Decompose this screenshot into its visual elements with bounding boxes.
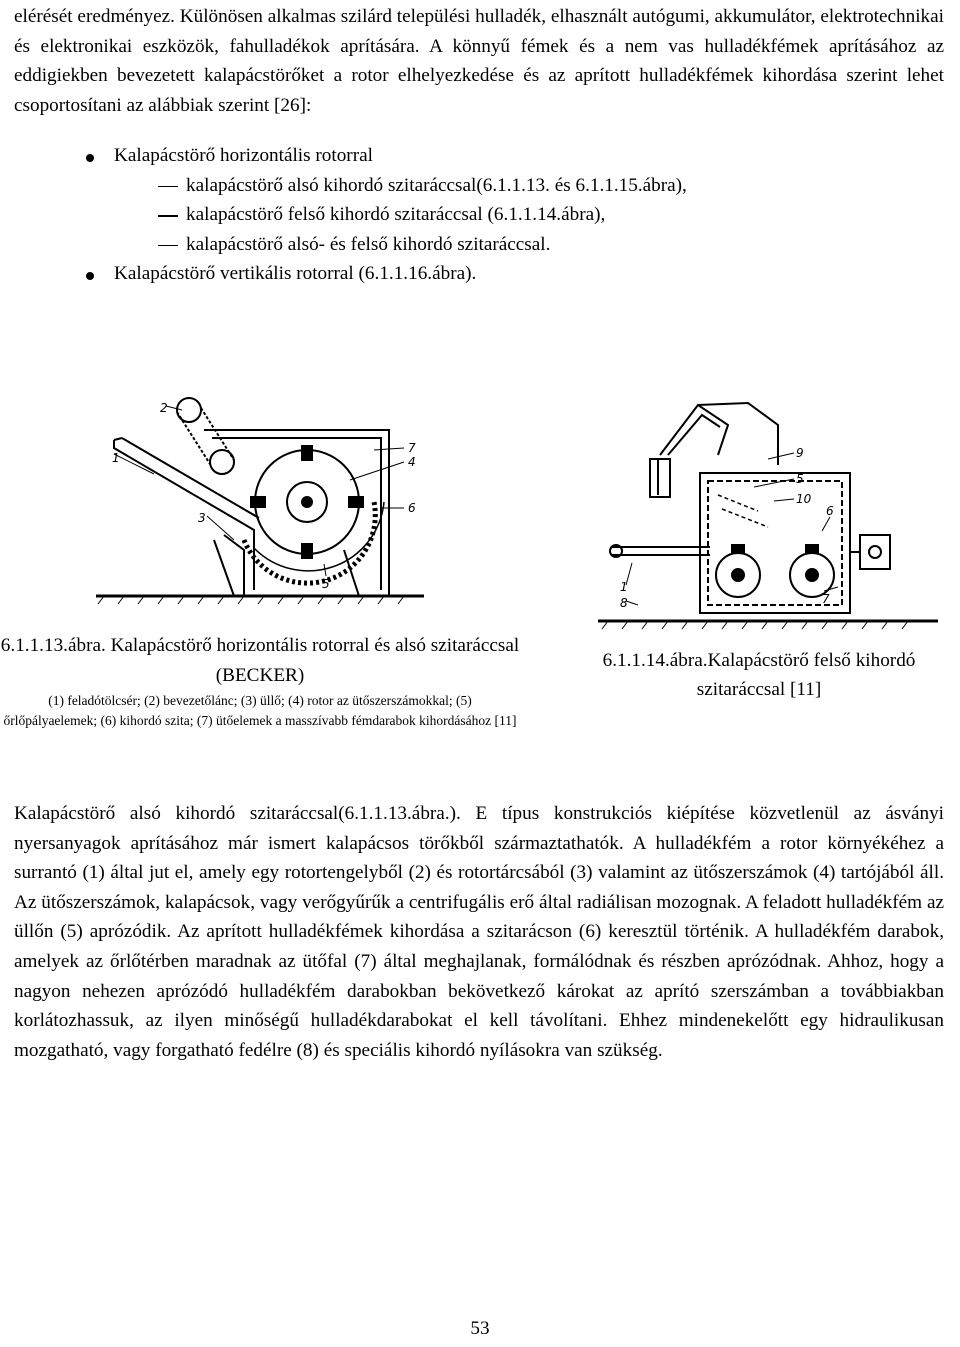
figure-label: 5 xyxy=(796,472,804,486)
figure-label: 8 xyxy=(620,596,628,610)
figure1-caption-detail: (1) feladótölcsér; (2) bevezetőlánc; (3) üllő; (4) rotor az ütőszerszámokkal; (5) őrlőpályaelemek; (6) kihordó szita; (7) ütőelemek a masszívabb fémdarabok kihordásához [11] xyxy=(3,693,517,728)
dash-icon xyxy=(158,186,178,188)
list-subitem: kalapácstörő felső kihordó szitaráccsal (6.1.1.14.ábra), xyxy=(14,200,944,230)
figure-label: 7 xyxy=(408,441,416,455)
figure1-caption-title: 6.1.1.13.ábra. Kalapácstörő horizontális rotorral és alsó szitaráccsal (BECKER) xyxy=(0,635,520,686)
figure-hammer-crusher-top-screen xyxy=(598,395,944,635)
figure-label: 3 xyxy=(198,511,206,525)
figure-label: 9 xyxy=(796,446,804,460)
intro-paragraph: elérését eredményez. Különösen alkalmas szilárd települési hulladék, elhasznált autógumi, akkumulátor, elektrotechnikai és elektronikai eszközök, fahulladékok aprítására. A könnyű fémek és a nem vas hulladékfémek aprításához az eddigiekben bevezetett kalapácstörőket a rotor elhelyezkedése és az aprított hulladékfémek kihordása szerint lehet csoportosítani az alábbiak szerint [26]: xyxy=(14,6,944,116)
figure-label: 10 xyxy=(796,492,812,506)
crusher-type-list xyxy=(14,141,944,289)
bullet-icon xyxy=(86,272,94,280)
figure-label: 6 xyxy=(826,504,834,518)
page-number: 53 xyxy=(470,1318,490,1339)
figure-label: 1 xyxy=(620,580,628,594)
figure-label: 4 xyxy=(408,455,416,469)
list-subitem: kalapácstörő alsó- és felső kihordó szitaráccsal. xyxy=(14,230,944,260)
dash-icon xyxy=(158,215,178,217)
list-item: Kalapácstörő vertikális rotorral (6.1.1.16.ábra). xyxy=(14,259,944,289)
figure2-caption: 6.1.1.14.ábra.Kalapácstörő felső kihordó szitaráccsal [11] xyxy=(602,650,916,700)
list-subitem: kalapácstörő alsó kihordó szitaráccsal(6.1.1.13. és 6.1.1.15.ábra), xyxy=(14,171,944,201)
bullet-icon xyxy=(86,154,94,162)
figure1-caption xyxy=(0,631,520,730)
list-item: Kalapácstörő horizontális rotorral xyxy=(14,141,944,171)
figure-label: 6 xyxy=(408,501,416,515)
figure-label: 2 xyxy=(160,401,168,415)
figure-label: 7 xyxy=(822,592,830,606)
dash-icon xyxy=(158,245,178,247)
figure-label: 1 xyxy=(112,451,120,465)
body-paragraph: Kalapácstörő alsó kihordó szitaráccsal(6.1.1.13.ábra.). E típus konstrukciós kiépítése közvetlenül az ásványi nyersanyagok aprításához már ismert kalapácsos törőkből származtathatók. A hulladékfém a rotor környékéhez a surrantó (1) által jut el, amely egy rotortengelyből (2) és rotortárcsából (3) valamint az ütőszerszámok (4) tartójából áll. Az ütőszerszámok, kalapácsok, vagy verőgyűrűk a centrifugális erő által radiálisan mozognak. A feladott hulladékfém az üllőn (5) aprózódik. Az aprított hulladékfémek kihordása a szitarácson (6) keresztül történik. A hulladékfém darabok, amelyek az őrlőtérben maradnak az ütőfal (7) által meghajlanak, formálódnak és részben aprózódnak. Ahhoz, hogy a nagyon nehezen aprózódó hulladékfém darabokban bekövetkező károkat az aprító szerszámban a továbbiakban korlátozhassuk, az ilyen minőségű hulladékdarabokat el kell távolítani. Ehhez mindenekelőtt egy hidraulikusan mozgatható, vagy forgatható fedélre (8) és speciális kihordó nyílásokra van szükség. xyxy=(14,803,944,1061)
figure-label: 5 xyxy=(322,577,330,591)
figure-hammer-crusher-bottom-screen xyxy=(94,390,494,610)
